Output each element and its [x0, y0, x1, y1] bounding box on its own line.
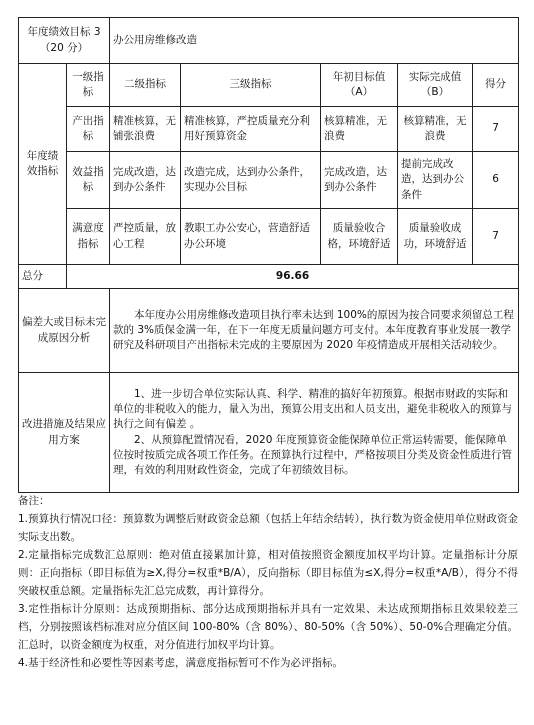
header-level2: 二级指标 [110, 64, 181, 107]
header-target: 年初目标值（A） [321, 64, 398, 107]
note-item: 3.定性指标计分原则：达成预期指标、部分达成预期指标并具有一定效果、未达成预期指标且效果较差三档，分别按照该档标准对应分值区间 100-80%（含 80%）、80-50%（含 50%）、50-0%合理确定分值。汇总时，以资金额度为权重，对分值进行加权平均计算。 [18, 603, 518, 652]
measure-item: 1、进一步切合单位实际认真、科学、精准的搞好年初预算。根据市财政的实际和单位的非税收入的能力，量入为出，预算公用支出和人员支出，避免非税收入的预算与执行之间有偏差 。 [113, 387, 512, 431]
target-label: 年度绩效目标 3 （20 分） [19, 18, 110, 64]
indicator-header-row [19, 64, 519, 107]
score-cell: 7 [473, 209, 519, 265]
note-item: 4.基于经济性和必要性等因素考虑，满意度指标暂可不作为必评指标。 [18, 657, 344, 670]
target-value-cell: 质量验收合格，环境舒适 [321, 209, 398, 265]
score-cell: 7 [473, 107, 519, 152]
performance-table [18, 17, 519, 493]
level3-cell: 教职工办公安心，营造舒适办公环境 [181, 209, 321, 265]
notes-heading: 备注： [18, 495, 50, 507]
indicator-section-label: 年度绩效指标 [19, 64, 67, 265]
deviation-text: 本年度办公用房维修改造项目执行率未达到 100%的原因为按合同要求须留总工程款的 3%质保金满一年，在下一年度无质量问题方可支付。本年度教育事业发展一教学研究及科研项目产出指标未完成的主要原因为 2020 年疫情造成开展相关活动较少。 [110, 289, 519, 373]
level2-cell: 完成改造，达到办公条件 [110, 152, 181, 209]
actual-value-cell: 质量验收成功，环境舒适 [398, 209, 473, 265]
target-value: 办公用房维修改造 [110, 18, 519, 64]
header-score: 得分 [473, 64, 519, 107]
target-row [19, 18, 519, 64]
header-level3: 三级指标 [181, 64, 321, 107]
total-value: 96.66 [67, 265, 519, 289]
measure-item: 2、从预算配置情况看，2020 年度预算资金能保障单位正常运转需要，能保障单位按时按质完成各项工作任务。在预算执行过程中，严格按项目分类及资金性质进行管理，有效的利用财政性资金，完成了年初绩效目标。 [113, 433, 512, 476]
level1-cell: 效益指标 [67, 152, 110, 209]
measures-label: 改进措施及结果应用方案 [19, 373, 110, 493]
note-item: 1.预算执行情况口径：预算数为调整后财政资金总额（包括上年结余结转），执行数为资金使用单位财政资金实际支出数。 [18, 513, 518, 544]
target-value-cell: 核算精准，无浪费 [321, 107, 398, 152]
score-cell: 6 [473, 152, 519, 209]
level1-cell: 产出指标 [67, 107, 110, 152]
level1-cell: 满意度指标 [67, 209, 110, 265]
notes-section [18, 492, 518, 672]
header-level1: 一级指标 [67, 64, 110, 107]
deviation-row [19, 289, 519, 373]
deviation-label: 偏差大或目标未完成原因分析 [19, 289, 110, 373]
measures-row [19, 373, 519, 493]
header-actual: 实际完成值（B） [398, 64, 473, 107]
indicator-row-satisfaction [19, 209, 519, 265]
indicator-row-benefit [19, 152, 519, 209]
total-label: 总分 [19, 265, 67, 289]
level3-cell: 精准核算，严控质量充分利用好预算资金 [181, 107, 321, 152]
actual-value-cell: 提前完成改造，达到办公条件 [398, 152, 473, 209]
level3-cell: 改造完成，达到办公条件，实现办公目标 [181, 152, 321, 209]
actual-value-cell: 核算精准，无浪费 [398, 107, 473, 152]
level2-cell: 严控质量，放心工程 [110, 209, 181, 265]
indicator-row-output [19, 107, 519, 152]
measures-content [110, 373, 519, 493]
note-item: 2.定量指标完成数汇总原则：绝对值直接累加计算，相对值按照资金额度加权平均计算。定量指标计分原则：正向指标（即目标值为≥X,得分=权重*B/A），反向指标（即目标值为≤X,得分=权重*A/B），得分不得突破权重总额。定量指标先汇总完成数，再计算得分。 [18, 549, 518, 598]
target-value-cell: 完成改造，达到办公条件 [321, 152, 398, 209]
total-row [19, 265, 519, 289]
level2-cell: 精准核算，无铺张浪费 [110, 107, 181, 152]
